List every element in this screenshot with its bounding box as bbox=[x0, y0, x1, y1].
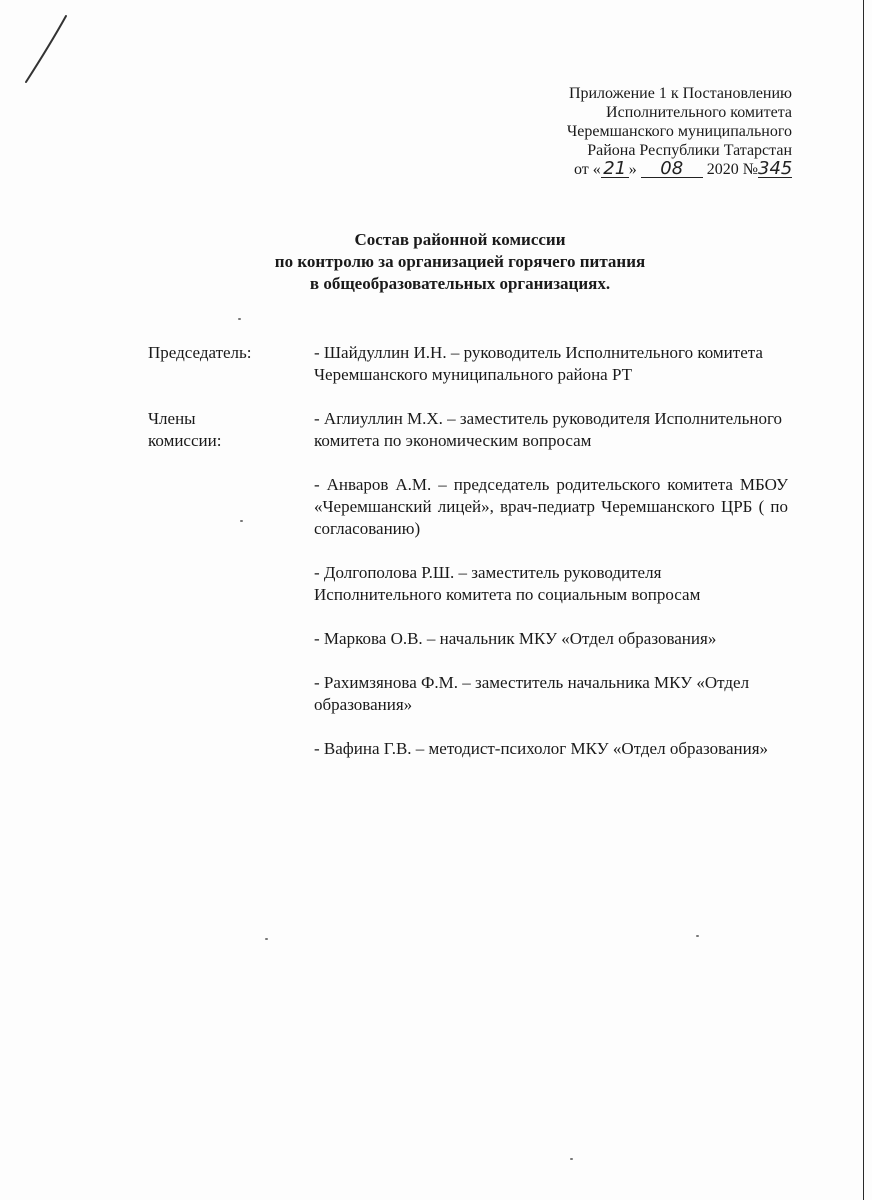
title-line-1: Состав районной комиссии bbox=[354, 230, 566, 249]
scan-edge-line bbox=[863, 0, 864, 1200]
chair-row bbox=[148, 342, 788, 386]
number-sign: № bbox=[742, 161, 758, 178]
members-role-line-2: комиссии: bbox=[148, 431, 222, 450]
pen-stroke-mark bbox=[14, 10, 74, 90]
scan-speck bbox=[265, 938, 268, 940]
chair-entry: - Шайдуллин И.Н. – руководитель Исполнительного комитета Черемшанского муниципального района РТ bbox=[314, 343, 763, 384]
members-role-line-1: Члены bbox=[148, 409, 196, 428]
member-entry-markova: - Маркова О.В. – начальник МКУ «Отдел образования» bbox=[314, 629, 717, 648]
scan-speck bbox=[696, 935, 699, 937]
scan-speck bbox=[570, 1158, 573, 1160]
approval-date-line bbox=[520, 160, 792, 179]
member-entry-anvarov: - Анваров А.М. – председатель родительского комитета МБОУ «Черемшанский лицей», врач-педиатр Черемшанского ЦРБ ( по согласованию) bbox=[314, 475, 788, 538]
title-line-2: по контролю за организацией горячего питания bbox=[274, 252, 646, 271]
members-role-label bbox=[148, 408, 314, 782]
date-year: 2020 bbox=[706, 161, 739, 178]
date-day-handwritten: 21 bbox=[601, 161, 629, 178]
commission-roster bbox=[148, 342, 788, 782]
member-entry-dolgopolova: - Долгополова Р.Ш. – заместитель руководителя Исполнительного комитета по социальным вопросам bbox=[314, 563, 701, 604]
approval-line-4: Района Республики Татарстан bbox=[587, 142, 792, 159]
members-row bbox=[148, 408, 788, 782]
chair-role-label: Председатель: bbox=[148, 343, 252, 362]
approval-line-3: Черемшанского муниципального bbox=[566, 123, 792, 140]
approval-line-1: Приложение 1 к Постановлению bbox=[568, 85, 792, 102]
document-number-handwritten: 345 bbox=[758, 158, 793, 179]
members-list bbox=[314, 408, 788, 782]
title-line-3: в общеобразовательных организациях. bbox=[309, 274, 611, 293]
document-title bbox=[200, 229, 720, 295]
date-month-handwritten: 08 bbox=[641, 161, 703, 178]
member-entry-aigliullin: - Аглиуллин М.Х. – заместитель руководителя Исполнительного комитета по экономическим вопросам bbox=[314, 409, 783, 450]
member-entry-rakhimzyanova: - Рахимзянова Ф.М. – заместитель начальника МКУ «Отдел образования» bbox=[314, 673, 750, 714]
scan-speck bbox=[238, 318, 241, 320]
scan-speck bbox=[240, 520, 243, 522]
date-prefix: от « bbox=[573, 161, 601, 178]
date-separator: » bbox=[628, 161, 637, 178]
member-entry-vafina: - Вафина Г.В. – методист-психолог МКУ «Отдел образования» bbox=[314, 739, 769, 758]
approval-line-2: Исполнительного комитета bbox=[606, 104, 792, 121]
approval-block bbox=[520, 84, 792, 179]
